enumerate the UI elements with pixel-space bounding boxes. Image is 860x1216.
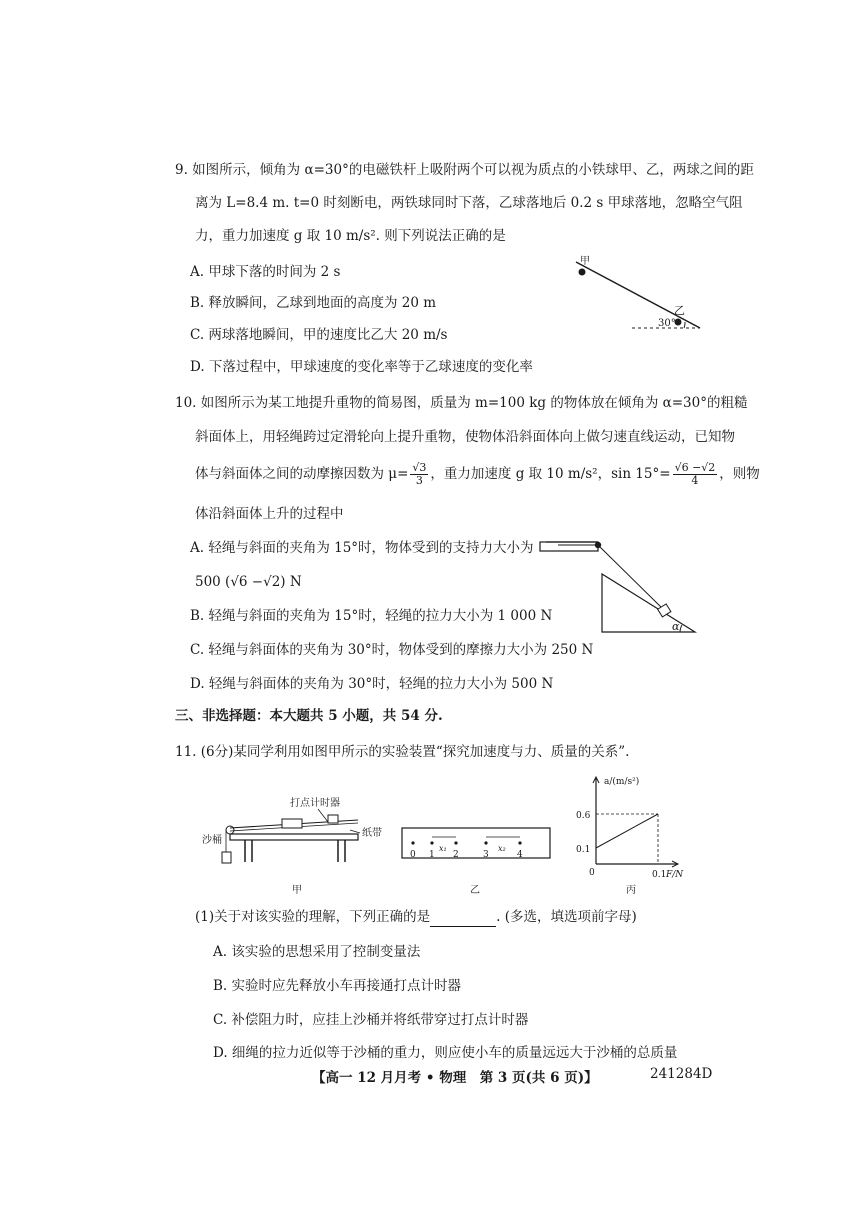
timer-label: 打点计时器	[290, 798, 340, 809]
sin-fraction: $\frac{√6 -√2}{4}$	[674, 461, 716, 487]
q10-option-a-2: 500 (√6 −√2) N	[195, 574, 302, 590]
q11-part-1-text: (1)关于对该实验的理解，下列正确的是	[195, 909, 431, 925]
q10-option-b: B. 轻绳与斜面的夹角为 15°时，轻绳的拉力大小为 1 000 N	[190, 608, 553, 624]
graph-y-0-1: 0.1	[576, 845, 591, 855]
q10-option-d: D. 轻绳与斜面体的夹角为 30°时，轻绳的拉力大小为 500 N	[190, 676, 554, 692]
q11-part-1	[195, 907, 637, 927]
q9-label-jia: 甲	[580, 256, 590, 267]
bucket-label: 沙桶	[202, 835, 222, 846]
tape-point-3: 3	[483, 850, 489, 860]
paper-code: 241284D	[650, 1066, 713, 1082]
answer-blank[interactable]	[430, 912, 496, 927]
q9-option-a: A. 甲球下落的时间为 2 s	[190, 264, 341, 280]
section-3-heading: 三、非选择题：本大题共 5 小题，共 54 分.	[175, 708, 443, 724]
q10-line-3-a: 体与斜面体之间的动摩擦因数为 μ=	[195, 466, 409, 482]
tape-point-0: 0	[410, 850, 416, 860]
graph-xlabel: F/N	[666, 870, 684, 880]
q11-part-1-hint: . (多选，填选项前字母)	[496, 909, 637, 925]
q9-figure-incline	[560, 250, 710, 335]
q11-figure-bing	[572, 770, 702, 900]
tape-point-2: 2	[453, 850, 459, 860]
caption-jia: 甲	[292, 885, 302, 896]
caption-bing: 丙	[626, 885, 636, 896]
q11-option-c: C. 补偿阻力时，应挂上沙桶并将纸带穿过打点计时器	[213, 1012, 529, 1028]
q10-line-3-c: ，则物	[719, 466, 760, 482]
tape-point-4: 4	[517, 850, 523, 860]
tape-x1: x₁	[439, 844, 447, 853]
q10-option-a-1: A. 轻绳与斜面的夹角为 15°时，物体受到的支持力大小为	[190, 540, 534, 556]
q11-intro: 11. (6分)某同学利用如图甲所示的实验装置“探究加速度与力、质量的关系”.	[175, 744, 630, 760]
q10-line-2: 斜面体上，用轻绳跨过定滑轮向上提升重物，使物体沿斜面体向上做匀速直线运动，已知物	[195, 429, 735, 445]
q10-line-1: 10. 如图所示为某工地提升重物的简易图，质量为 m=100 kg 的物体放在倾角为 α=30°的粗糙	[175, 395, 748, 411]
q9-line-2: 离为 L=8.4 m. t=0 时刻断电，两铁球同时下落，乙球落地后 0.2 s 甲球落地，忽略空气阻	[195, 195, 743, 211]
q9-label-yi: 乙	[674, 304, 685, 317]
page-footer: 【高一 12 月月考 • 物理 第 3 页(共 6 页)】	[312, 1070, 598, 1086]
q11-figure-jia	[200, 790, 390, 900]
graph-y-0-6: 0.6	[576, 811, 591, 821]
q11-option-b: B. 实验时应先释放小车再接通打点计时器	[213, 978, 462, 994]
q10-angle-label: α	[672, 620, 680, 633]
graph-origin: 0	[589, 868, 595, 878]
tape-point-1: 1	[429, 850, 435, 860]
tape-x2: x₂	[498, 844, 506, 853]
q9-angle-label: 30°	[658, 318, 676, 329]
q9-line-1: 9. 如图所示，倾角为 α=30°的电磁铁杆上吸附两个可以视为质点的小铁球甲、乙，两球之间的距	[175, 162, 754, 178]
q11-option-a: A. 该实验的思想采用了控制变量法	[213, 944, 421, 960]
q10-option-c: C. 轻绳与斜面体的夹角为 30°时，物体受到的摩擦力大小为 250 N	[190, 642, 594, 658]
tape-label: 纸带	[362, 828, 382, 839]
graph-ylabel: a/(m/s²)	[604, 777, 640, 787]
caption-yi: 乙	[470, 885, 480, 896]
graph-x-0-1: 0.1	[652, 870, 667, 880]
q10-line-3	[195, 462, 760, 487]
mu-fraction: $\frac{√3}{3}$	[412, 461, 427, 487]
q10-line-4: 体沿斜面体上升的过程中	[195, 506, 344, 522]
q9-option-c: C. 两球落地瞬间，甲的速度比乙大 20 m/s	[190, 327, 448, 343]
q10-line-3-b: ，重力加速度 g 取 10 m/s²，sin 15°=	[430, 466, 671, 482]
q10-figure-pulley	[538, 536, 703, 636]
q9-option-b: B. 释放瞬间，乙球到地面的高度为 20 m	[190, 295, 437, 311]
q11-figure-yi	[398, 820, 558, 900]
q9-line-3: 力，重力加速度 g 取 10 m/s². 则下列说法正确的是	[195, 228, 506, 244]
q9-option-d: D. 下落过程中，甲球速度的变化率等于乙球速度的变化率	[190, 359, 533, 375]
q11-option-d: D. 细绳的拉力近似等于沙桶的重力，则应使小车的质量远远大于沙桶的总质量	[213, 1045, 678, 1061]
